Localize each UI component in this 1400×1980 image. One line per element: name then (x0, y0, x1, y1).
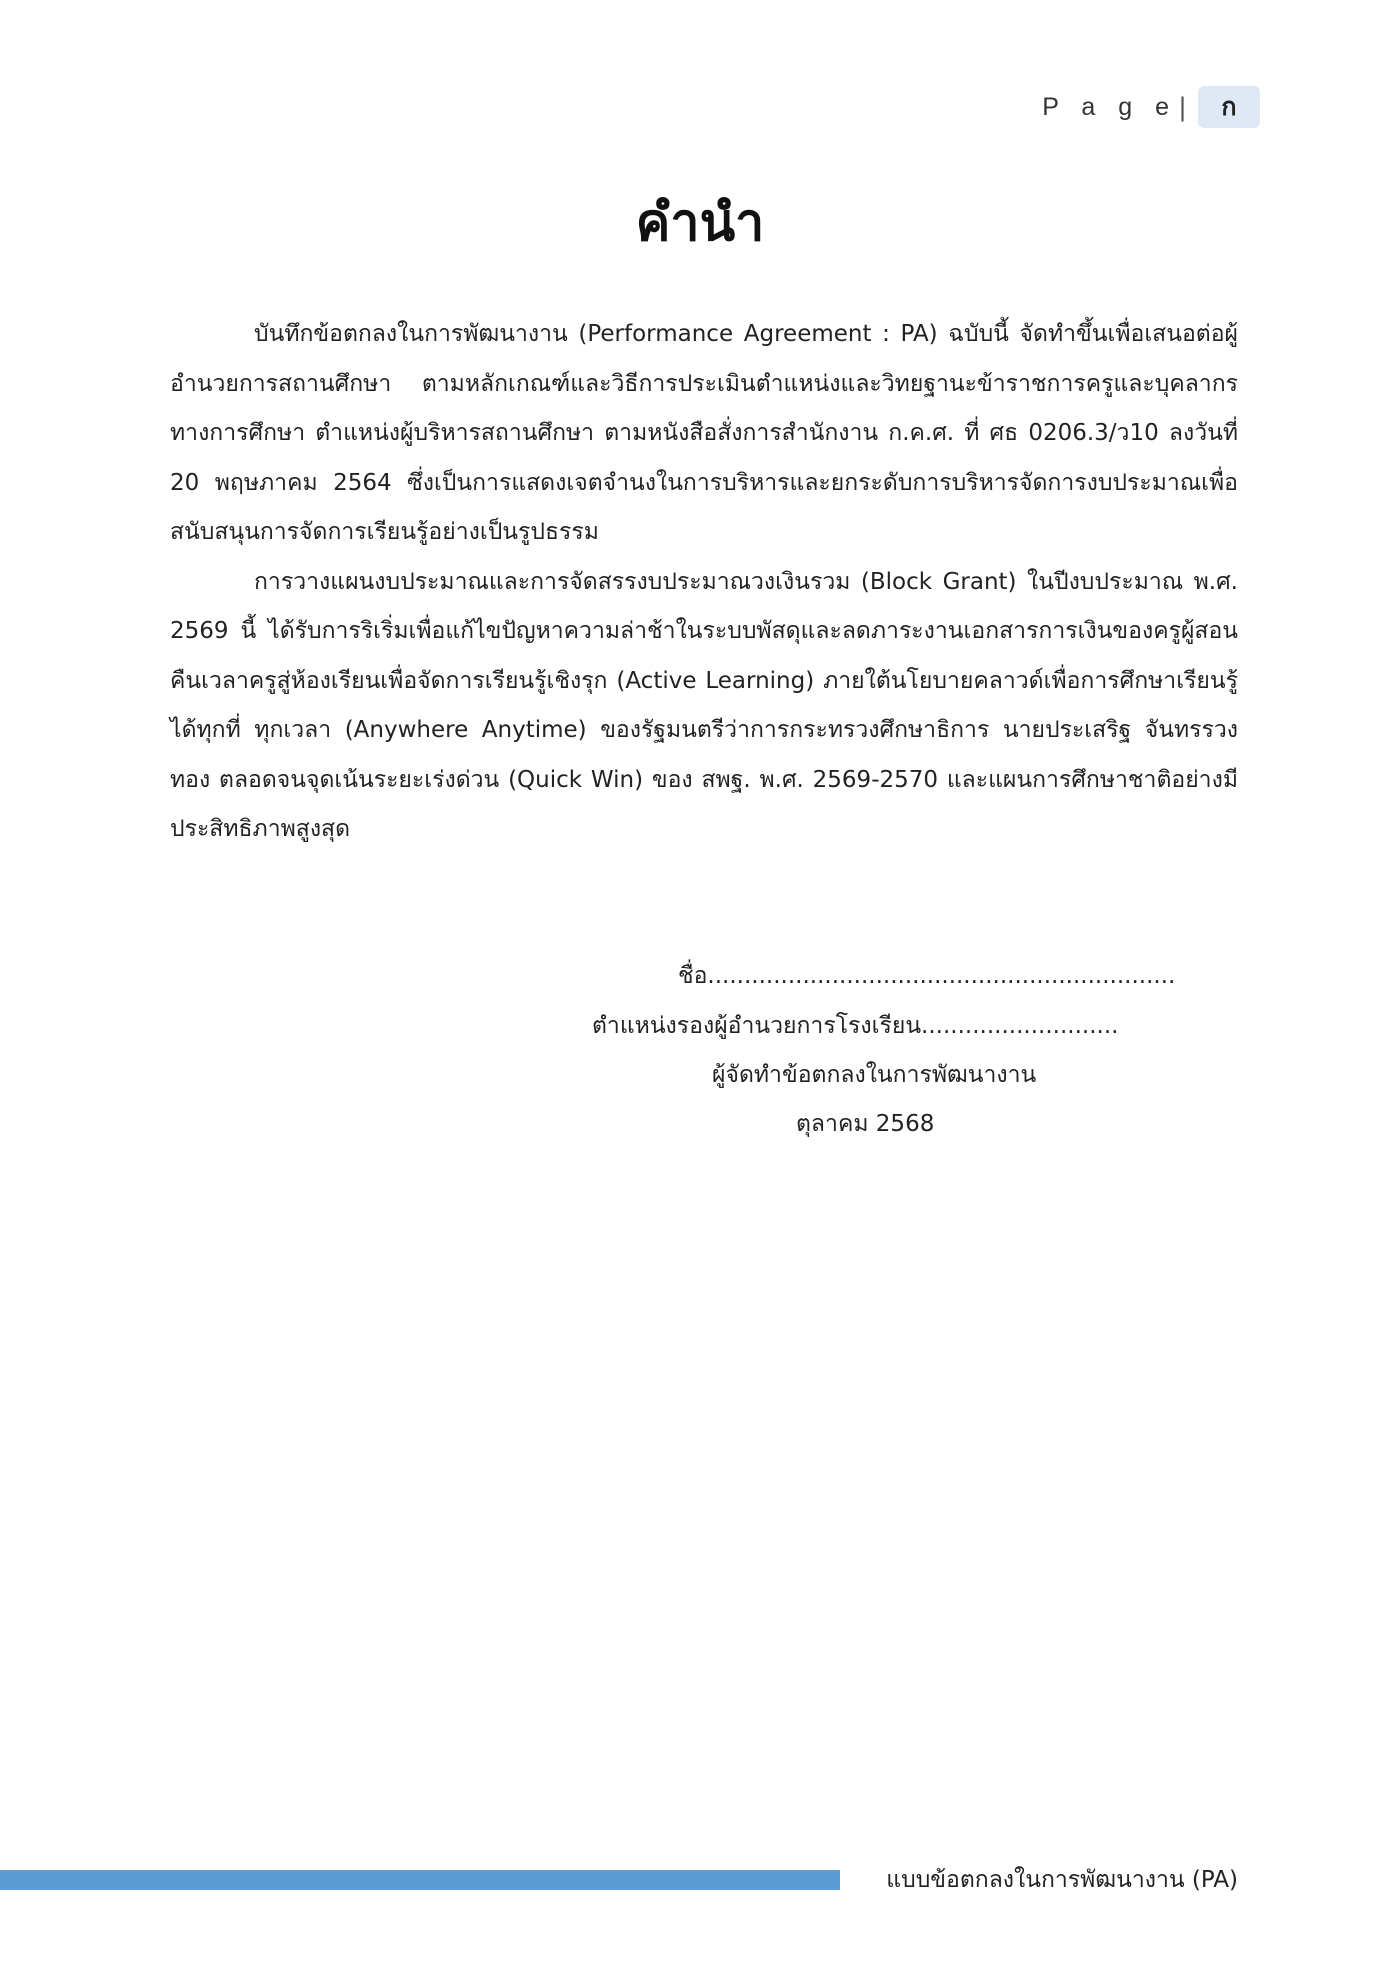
page-title: คำนำ (635, 193, 765, 253)
paragraph-2: การวางแผนงบประมาณและการจัดสรรงบประมาณวงเงินรวม (Block Grant) ในปีงบประมาณ พ.ศ. 2569 นี้ ได้รับการริเริ่มเพื่อแก้ไขปัญหาความล่าช้าในระบบพัสดุและลดภาระงานเอกสารการเงินของครูผู้สอน คืนเวลาครูสู่ห้องเรียนเพื่อจัดการเรียนรู้เชิงรุก (Active Learning) ภายใต้นโยบายคลาวด์เพื่อการศึกษาเรียนรู้ได้ทุกที่ ทุกเวลา (Anywhere Anytime) ของรัฐมนตรีว่าการกระทรวงศึกษาธิการ นายประเสริฐ จันทรรวงทอง ตลอดจนจุดเน้นระยะเร่งด่วน (Quick Win) ของ สพฐ. พ.ศ. 2569-2570 และแผนการศึกษาชาติอย่างมีประสิทธิภาพสูงสุด (170, 568, 1238, 842)
preface-body (170, 310, 1238, 855)
footer-text: แบบข้อตกลงในการพัฒนางาน (PA) (886, 1867, 1238, 1893)
signature-name-line: ชื่อ................................................................ (678, 963, 1176, 989)
signature-position-line: ตำแหน่งรองผู้อำนวยการโรงเรียน........................... (592, 1013, 1119, 1039)
signature-date-line: ตุลาคม 2568 (796, 1111, 935, 1137)
paragraph-1: บันทึกข้อตกลงในการพัฒนางาน (Performance Agreement : PA) ฉบับนี้ จัดทำขึ้นเพื่อเสนอต่อผู้อำนวยการสถานศึกษา ตามหลักเกณฑ์และวิธีการประเมินตำแหน่งและวิทยฐานะข้าราชการครูและบุคลากรทางการศึกษา ตำแหน่งผู้บริหารสถานศึกษา ตามหนังสือสั่งการสำนักงาน ก.ค.ศ. ที่ ศธ 0206.3/ว10 ลงวันที่ 20 พฤษภาคม 2564 ซึ่งเป็นการแสดงเจตจำนงในการบริหารและยกระดับการบริหารจัดการงบประมาณเพื่อสนับสนุนการจัดการเรียนรู้อย่างเป็นรูปธรรม (170, 321, 1238, 545)
page-label: P a g e (1042, 92, 1177, 121)
footer-accent-bar (0, 1870, 840, 1890)
page-number-badge: ก (1198, 86, 1260, 128)
page-separator: | (1178, 91, 1186, 122)
signature-role-line: ผู้จัดทำข้อตกลงในการพัฒนางาน (712, 1062, 1037, 1088)
page-header (1042, 86, 1260, 128)
